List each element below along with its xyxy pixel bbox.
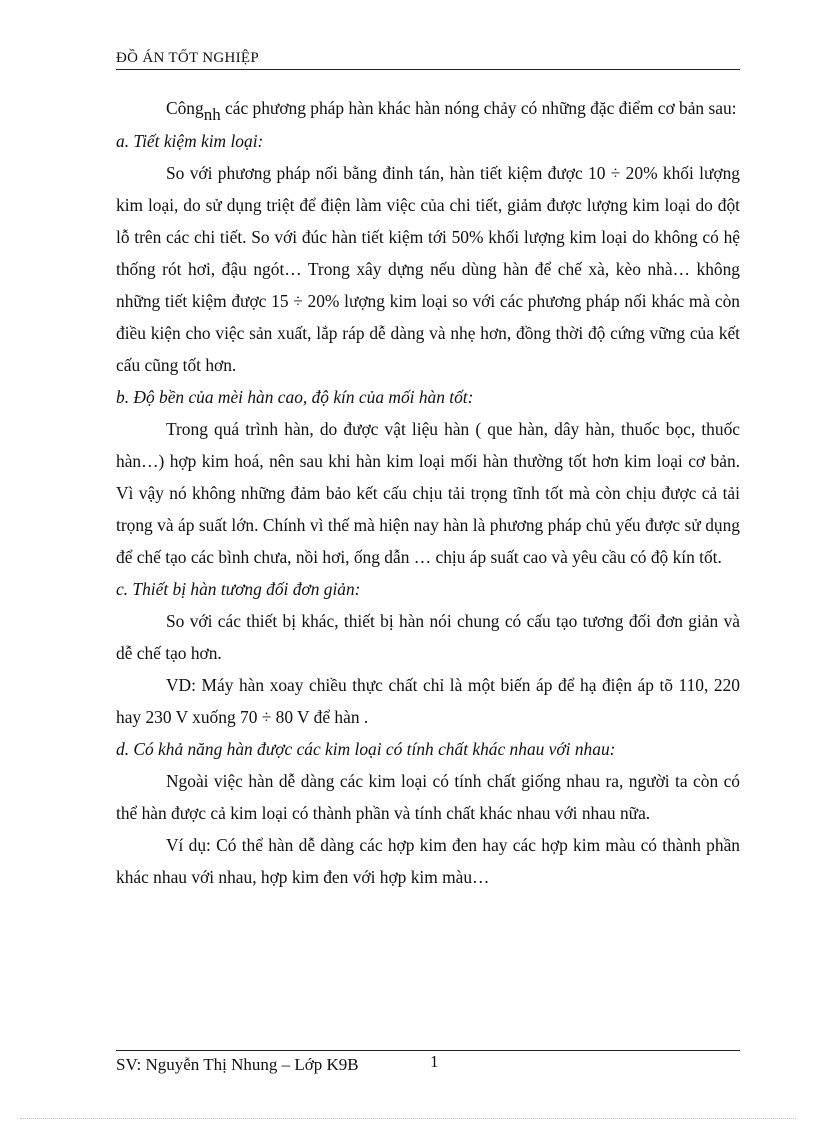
section-c-heading: c. Thiết bị hàn tương đối đơn giản: <box>116 579 361 599</box>
section-d-paragraph: Ngoài việc hàn dễ dàng các kim loại có tính chất giống nhau ra, người ta còn có thể hàn được cả kim loại có thành phần và tính chất khác nhau với nhau nữa. <box>116 771 740 823</box>
intro-paragraph <box>116 92 740 125</box>
section-d-example: Ví dụ: Có thể hàn dễ dàng các hợp kim đen hay các hợp kim màu có thành phần khác nhau với nhau, hợp kim đen với hợp kim màu… <box>116 835 740 887</box>
section-b-heading: b. Độ bền của mèi hàn cao, độ kín của mối hàn tốt: <box>116 387 474 407</box>
intro-lead: Công <box>166 98 204 118</box>
page-bottom-dotted-border <box>20 1118 796 1119</box>
intro-small-text: nh <box>203 105 221 124</box>
footer-author: SV: Nguyễn Thị Nhung – Lớp K9B <box>116 1055 359 1074</box>
header-title: ĐỒ ÁN TỐT NGHIỆP <box>116 50 259 66</box>
section-b-paragraph: Trong quá trình hàn, do được vật liệu hàn ( que hàn, dây hàn, thuốc bọc, thuốc hàn…) hợp kim hoá, nên sau khi hàn kim loại mối hàn thường tốt hơn kim loại cơ bản. Vì vậy nó không những đảm bảo kết cấu chịu tải trọng tĩnh tốt mà còn chịu được cả tải trọng và áp suất lớn. Chính vì thế mà hiện nay hàn là phương pháp chủ yếu được sử dụng để chế tạo các bình chưa, nồi hơi, ống dẫn … chịu áp suất cao và yêu cầu có độ kín tốt. <box>116 419 740 567</box>
section-c-example: VD: Máy hàn xoay chiều thực chất chỉ là một biến áp để hạ điện áp tõ 110, 220 hay 230 V xuống 70 ÷ 80 V để hàn . <box>116 675 740 727</box>
page-number: 1 <box>430 1052 439 1071</box>
footer-divider <box>116 1050 740 1051</box>
section-a-paragraph: So với phương pháp nối bằng đinh tán, hàn tiết kiệm được 10 ÷ 20% khối lượng kim loại, do sử dụng triệt để điện làm việc của chi tiết, giảm được lượng kim loại do đột lỗ trên các chi tiết. So với đúc hàn tiết kiệm tới 50% khối lượng kim loại do không có hệ thống rót hơi, đậu ngót… Trong xây dựng nếu dùng hàn để chế xà, kèo nhà… không những tiết kiệm được 15 ÷ 20% lượng kim loại so với các phương pháp nối khác mà còn điều kiện cho việc sản xuất, lắp ráp dễ dàng và nhẹ hơn, đồng thời độ cứng vững của kết cấu cũng tốt hơn. <box>116 163 740 375</box>
page-header <box>116 50 740 70</box>
section-a-heading: a. Tiết kiệm kim loại: <box>116 131 264 151</box>
section-d-heading: d. Có khả năng hàn được các kim loại có tính chất khác nhau với nhau: <box>116 739 616 759</box>
intro-rest: các phương pháp hàn khác hàn nóng chảy có những đặc điểm cơ bản sau: <box>220 98 737 118</box>
section-c-paragraph: So với các thiết bị khác, thiết bị hàn nói chung có cấu tạo tương đối đơn giản và dễ chế tạo hơn. <box>116 611 740 663</box>
page-content <box>116 92 740 893</box>
